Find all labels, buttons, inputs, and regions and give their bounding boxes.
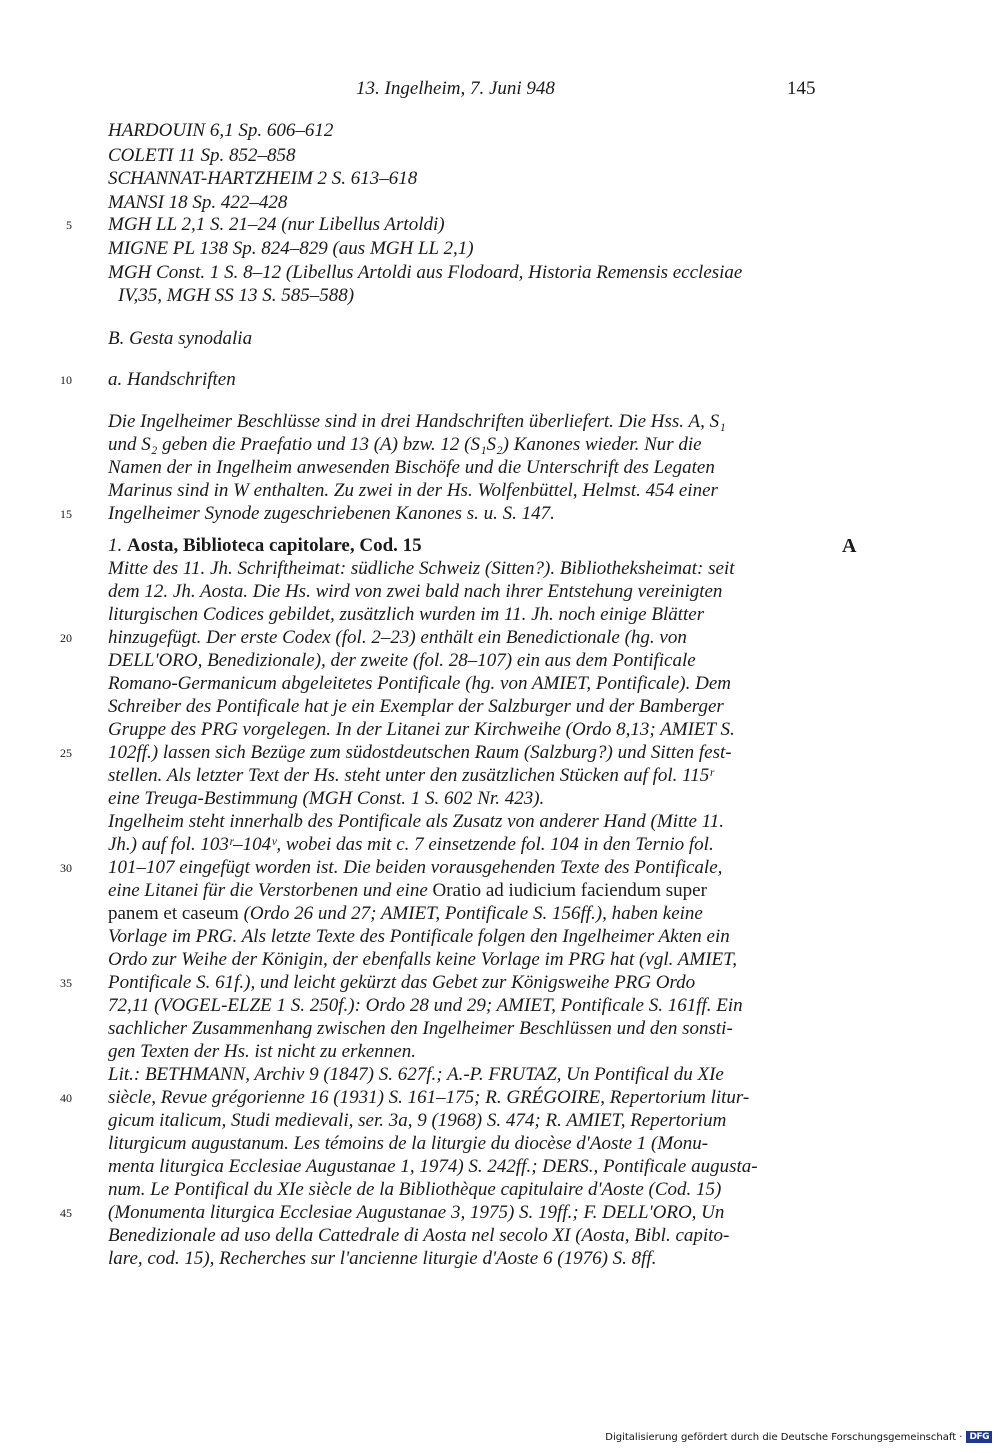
edition-line: MIGNE PL 138 Sp. 824–829 (aus MGH LL 2,1) [108, 238, 474, 259]
line-number: 20 [60, 631, 72, 645]
body-line: menta liturgica Ecclesiae Augustanae 1, 1974) S. 242ff.; DERS., Pontificale augusta- [108, 1156, 758, 1177]
entry-heading [108, 535, 422, 557]
line-number: 10 [60, 373, 72, 387]
body-line: dem 12. Jh. Aosta. Die Hs. wird von zwei bald nach ihrer Entstehung vereinigten [108, 581, 723, 602]
section-heading-a: a. Handschriften [108, 369, 236, 390]
body-line: stellen. Als letzter Text der Hs. steht unter den zusätzlichen Stücken auf fol. 115ʳ [108, 765, 714, 786]
body-line: Ordo zur Weihe der Königin, der ebenfalls keine Vorlage im PRG hat (vgl. AMIET, [108, 949, 738, 970]
digitization-footer [605, 1431, 992, 1443]
line-number: 35 [60, 976, 72, 990]
running-header-title: 13. Ingelheim, 7. Juni 948 [356, 78, 555, 99]
body-line: (Monumenta liturgica Ecclesiae Augustanae 3, 1975) S. 19ff.; F. DELL'ORO, Un [108, 1202, 725, 1223]
intro-line: Ingelheimer Synode zugeschriebenen Kanones s. u. S. 147. [108, 503, 555, 524]
body-line: Vorlage im PRG. Als letzte Texte des Pontificale folgen den Ingelheimer Akten ein [108, 926, 730, 947]
edition-line: COLETI 11 Sp. 852–858 [108, 145, 296, 166]
body-line: siècle, Revue grégorienne 16 (1931) S. 161–175; R. GRÉGOIRE, Repertorium litur- [108, 1087, 750, 1108]
body-line: Gruppe des PRG vorgelegen. In der Litanei zur Kirchweihe (Ordo 8,13; AMIET S. [108, 719, 735, 740]
body-line: lare, cod. 15), Recherches sur l'ancienne liturgie d'Aoste 6 (1976) S. 8ff. [108, 1248, 657, 1269]
oratio-title: Oratio ad iudicium faciendum super [432, 880, 707, 901]
body-line: 72,11 (VOGEL-ELZE 1 S. 250f.): Ordo 28 und 29; AMIET, Pontificale S. 161ff. Ein [108, 995, 743, 1016]
edition-line: MGH Const. 1 S. 8–12 (Libellus Artoldi aus Flodoard, Historia Remensis ecclesiae [108, 262, 743, 283]
body-line [108, 903, 703, 925]
line-number: 15 [60, 507, 72, 521]
body-line: gen Texten der Hs. ist nicht zu erkennen. [108, 1041, 416, 1062]
body-line: eine Treuga-Bestimmung (MGH Const. 1 S. 602 Nr. 423). [108, 788, 545, 809]
section-heading-b: B. Gesta synodalia [108, 328, 253, 349]
edition-line: IV,35, MGH SS 13 S. 585–588) [118, 285, 355, 306]
line-number: 40 [60, 1091, 72, 1105]
body-line: Schreiber des Pontificale hat je ein Exemplar der Salzburger und der Bamberger [108, 696, 724, 717]
panem-et-caseum: panem et caseum [108, 903, 239, 924]
footer-text: Digitalisierung gefördert durch die Deutsche Forschungsgemeinschaft · [605, 1431, 963, 1443]
body-line: liturgischen Codices gebildet, zusätzlich wurden im 11. Jh. noch einige Blätter [108, 604, 705, 625]
intro-line: und S₂ geben die Praefatio und 13 (A) bzw. 12 (S₁S₂) Kanones wieder. Nur die [108, 434, 702, 455]
body-line: hinzugefügt. Der erste Codex (fol. 2–23) enthält ein Benedictionale (hg. von [108, 627, 687, 648]
intro-line: Marinus sind in W enthalten. Zu zwei in der Hs. Wolfenbüttel, Helmst. 454 einer [108, 480, 718, 501]
edition-line: MGH LL 2,1 S. 21–24 (nur Libellus Artoldi) [108, 214, 445, 235]
intro-line: Namen der in Ingelheim anwesenden Bischöfe und die Unterschrift des Legaten [108, 457, 715, 478]
body-line: Lit.: BETHMANN, Archiv 9 (1847) S. 627f.; A.-P. FRUTAZ, Un Pontifical du XIe [108, 1064, 724, 1085]
entry-title: Aosta, Biblioteca capitolare, Cod. 15 [127, 535, 422, 556]
body-line: Jh.) auf fol. 103ʳ–104ᵛ, wobei das mit c. 7 einsetzende fol. 104 in den Ternio fol. [108, 834, 714, 855]
edition-line: SCHANNAT-HARTZHEIM 2 S. 613–618 [108, 168, 418, 189]
body-line: liturgicum augustanum. Les témoins de la liturgie du diocèse d'Aoste 1 (Monu- [108, 1133, 709, 1154]
dfg-logo-icon: DFG [966, 1431, 992, 1443]
entry-number: 1. [108, 535, 123, 556]
body-line: Mitte des 11. Jh. Schriftheimat: südliche Schweiz (Sitten?). Bibliotheksheimat: seit [108, 558, 735, 579]
line-number: 25 [60, 746, 72, 760]
page-number: 145 [787, 78, 816, 99]
body-line: num. Le Pontifical du XIe siècle de la Bibliothèque capitulaire d'Aoste (Cod. 15) [108, 1179, 722, 1200]
edition-line: MANSI 18 Sp. 422–428 [108, 192, 288, 213]
body-line: gicum italicum, Studi medievali, ser. 3a, 9 (1968) S. 474; R. AMIET, Repertorium [108, 1110, 727, 1131]
intro-line: Die Ingelheimer Beschlüsse sind in drei Handschriften überliefert. Die Hss. A, S₁ [108, 411, 726, 432]
body-line: Romano-Germanicum abgeleitetes Pontificale (hg. von AMIET, Pontificale). Dem [108, 673, 731, 694]
body-line: Pontificale S. 61f.), und leicht gekürzt das Gebet zur Königsweihe PRG Ordo [108, 972, 696, 993]
edition-line: HARDOUIN 6,1 Sp. 606–612 [108, 120, 334, 141]
entry-siglum: A [842, 535, 857, 557]
body-line-italic: (Ordo 26 und 27; AMIET, Pontificale S. 156ff.), haben keine [238, 903, 703, 924]
body-line: 102ff.) lassen sich Bezüge zum südostdeutschen Raum (Salzburg?) und Sitten fest- [108, 742, 732, 763]
body-line: 101–107 eingefügt worden ist. Die beiden vorausgehenden Texte des Pontificale, [108, 857, 723, 878]
body-line: DELL'ORO, Benedizionale), der zweite (fol. 28–107) ein aus dem Pontificale [108, 650, 696, 671]
body-line: Benedizionale ad uso della Cattedrale di Aosta nel secolo XI (Aosta, Bibl. capito- [108, 1225, 730, 1246]
line-number: 45 [60, 1206, 72, 1220]
body-line: Ingelheim steht innerhalb des Pontificale als Zusatz von anderer Hand (Mitte 11. [108, 811, 725, 832]
body-line: sachlicher Zusammenhang zwischen den Ingelheimer Beschlüssen und den sonsti- [108, 1018, 733, 1039]
line-number: 5 [66, 218, 72, 232]
body-line-italic: eine Litanei für die Verstorbenen und eine [108, 880, 428, 901]
body-line [108, 880, 707, 902]
line-number: 30 [60, 861, 72, 875]
